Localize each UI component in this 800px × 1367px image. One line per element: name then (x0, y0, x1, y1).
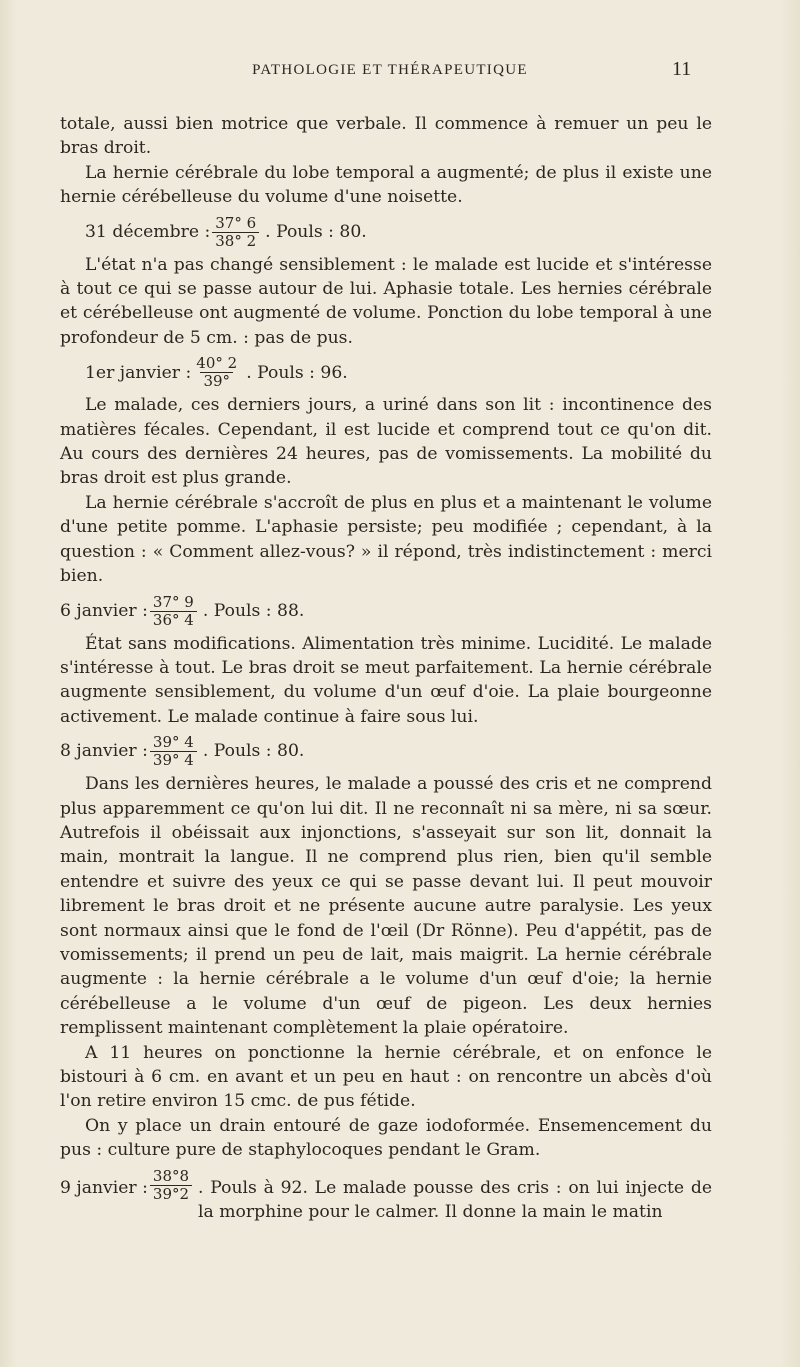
evening-temperature: 38° 2 (212, 232, 259, 250)
pulse-text: . Pouls à 92. Le malade pousse des cris : on lui injecte de la morphine pour le calmer. Il donne la main le matin (198, 1177, 712, 1223)
paragraph: L'état n'a pas changé sensiblement : le malade est lucide et s'intéresse à tout ce qui se passe autour de lui. Aphasie totale. Les hernies cérébrale et cérébelleuse ont augmenté de volume. Ponction du lobe temporal à une profondeur de 5 cm. : pas de pus. (60, 254, 712, 348)
paragraph: État sans modifications. Alimentation très minime. Lucidité. Le malade s'intéresse à tout. Le bras droit se meut parfaitement. La hernie cérébrale augmente sensiblement, du volume d'un œuf d'oie. La plaie bourgeonne activement. Le malade continue à faire sous lui. (60, 633, 712, 727)
temperature-fraction (212, 215, 259, 250)
paragraph: On y place un drain entouré de gaze iodoformée. Ensemencement du pus : culture pure de staphylocoques pendant le Gram. (60, 1115, 712, 1161)
temperature-fraction (150, 1168, 192, 1203)
entry-date: 6 janvier : (60, 600, 148, 621)
paragraph: Dans les dernières heures, le malade a poussé des cris et ne comprend plus apparemment ce qu'on lui dit. Il ne reconnaît ni sa mère, ni sa sœur. Autrefois il obéissait aux injonctions, s'asseyait sur son lit, donnait la main, montrait la langue. Il ne comprend plus rien, bien qu'il semble entendre et suivre des yeux ce qui se passe devant lui. Il peut mouvoir librement le bras droit et ne présente aucune autre paralysie. Les yeux sont normaux ainsi que le fond de l'œil (Dr Rönne). Peu d'appétit, pas de vomissements; il prend un peu de lait, mais maigrit. La hernie cérébrale augmente : la hernie cérébrale a le volume d'un œuf d'oie; la hernie cérébelleuse a le volume d'un œuf de pigeon. Les deux hernies remplissent maintenant complètement la plaie opératoire. (60, 774, 712, 1039)
temperature-fraction (150, 594, 197, 629)
paragraph: La hernie cérébrale s'accroît de plus en plus et a maintenant le volume d'une petite pomme. L'aphasie persiste; peu modifiée ; cependant, à la question : « Comment allez-vous? » il répond, très indistinctement : merci bien. (60, 492, 712, 587)
daily-entry (60, 1168, 712, 1225)
pulse-text: . Pouls : 80. (265, 221, 367, 242)
daily-entry (85, 215, 712, 250)
pulse-text: . Pouls : 80. (202, 741, 305, 762)
entry-date: 9 janvier : (60, 1177, 148, 1198)
pulse-text: . Pouls : 96. (246, 362, 348, 383)
daily-entry (60, 734, 712, 769)
daily-entry (85, 355, 712, 390)
temperature-fraction (193, 355, 240, 390)
evening-temperature: 36° 4 (150, 611, 197, 629)
entry-date: 1er janvier : (85, 362, 192, 383)
paragraph: totale, aussi bien motrice que verbale. Il commence à remuer un peu le bras droit. (60, 114, 712, 159)
page-number: 11 (672, 58, 692, 80)
daily-entry (60, 594, 712, 629)
body-text (60, 112, 712, 1227)
morning-temperature: 39° 4 (152, 733, 194, 752)
paragraph: A 11 heures on ponctionne la hernie cérébrale, et on enfonce le bistouri à 6 cm. en avant et un peu en haut : on rencontre un abcès d'où l'on retire environ 15 cmc. de pus fétide. (60, 1042, 712, 1112)
paragraph: Le malade, ces derniers jours, a uriné dans son lit : incontinence des matières fécales. Cependant, il est lucide et comprend tout ce qu'on dit. Au cours des dernières 24 heures, pas de vomissements. La mobilité du bras droit est plus grande. (60, 395, 712, 489)
morning-temperature: 40° 2 (196, 354, 238, 373)
temperature-fraction (150, 734, 197, 769)
evening-temperature: 39° 4 (150, 751, 197, 769)
entry-date: 31 décembre : (85, 221, 211, 242)
running-title: PATHOLOGIE ET THÉRAPEUTIQUE (252, 62, 528, 78)
morning-temperature: 37° 6 (215, 213, 257, 232)
evening-temperature: 39°2 (150, 1185, 192, 1203)
paragraph: La hernie cérébrale du lobe temporal a augmenté; de plus il existe une hernie cérébelleuse du volume d'une noisette. (60, 162, 712, 208)
morning-temperature: 38°8 (152, 1166, 190, 1185)
morning-temperature: 37° 9 (152, 592, 194, 611)
pulse-text: . Pouls : 88. (202, 600, 305, 621)
entry-date: 8 janvier : (60, 741, 148, 762)
evening-temperature: 39° (200, 372, 233, 390)
